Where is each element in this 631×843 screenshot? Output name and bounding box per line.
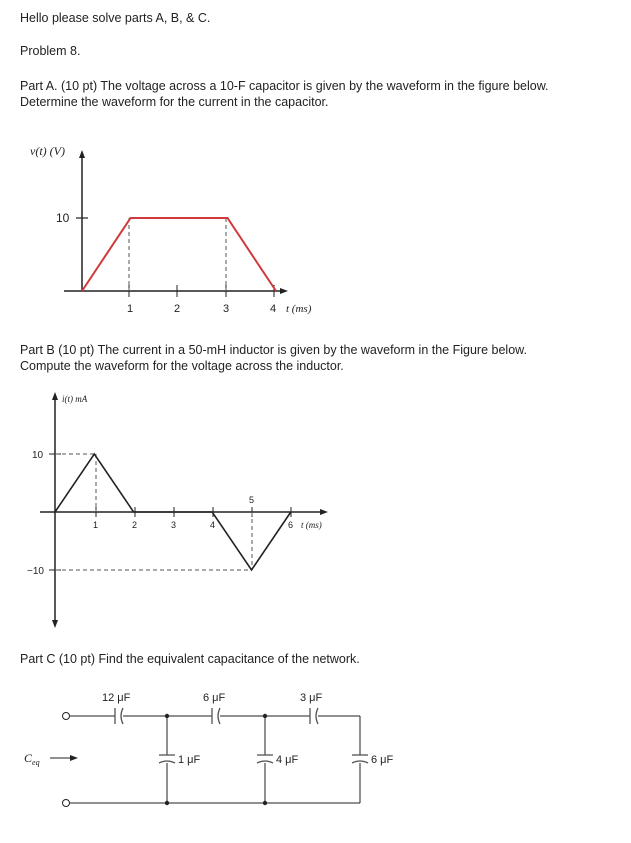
ceq-arrow-head [70, 755, 78, 761]
part-b-text: Part B (10 pt) The current in a 50-mH inductor is given by the waveform in the Figure below. Compute the waveform for the voltage across the inductor. [20, 343, 527, 373]
capacitor-6uF-series [212, 708, 220, 724]
chart-a-x-arrow [280, 288, 288, 294]
chart-b-xtick-label-2: 2 [132, 520, 138, 530]
chart-a-xlabel: t (ms) [286, 303, 312, 315]
chart-b-xtick-label-4: 4 [210, 520, 216, 530]
label-1uF: 1 μF [178, 754, 201, 766]
chart-b-xtick-label-6: 6 [288, 520, 294, 530]
terminal-bottom [63, 800, 70, 807]
capacitor-1uF [159, 755, 175, 763]
capacitor-3uF [310, 708, 318, 724]
terminal-top [63, 713, 70, 720]
label-4uF: 4 μF [276, 754, 299, 766]
chart-b-ylabel: i(t) mA [62, 394, 88, 404]
chart-b-xtick-label-3: 3 [171, 520, 177, 530]
chart-b-x-arrow [320, 509, 328, 515]
chart-b-ytick-label-pos: 10 [32, 450, 44, 461]
chart-a-ylabel: v(t) (V) [30, 144, 65, 158]
part-a-text: Part A. (10 pt) The voltage across a 10-F capacitor is given by the waveform in the figure below. Determine the waveform for the current in the capacitor. [20, 79, 549, 109]
label-12uF: 12 μF [102, 692, 131, 704]
chart-a-ytick-label: 10 [56, 211, 70, 225]
chart-b-ytick-label-neg: −10 [27, 566, 44, 577]
chart-a-xtick-label-3: 3 [223, 303, 230, 315]
chart-b-y-arrow-down [52, 620, 58, 628]
chart-b-y-arrow-up [52, 392, 58, 400]
chart-a-xtick-label-1: 1 [127, 303, 134, 315]
label-3uF: 3 μF [300, 692, 323, 704]
chart-b-xtick-label-1: 1 [93, 520, 99, 530]
capacitor-network [24, 692, 394, 807]
ceq-label: $C_{eq}$ [24, 751, 40, 767]
problem-title: Problem 8. [20, 44, 81, 58]
chart-a-xtick-label-4: 4 [270, 303, 277, 315]
chart-a-series [82, 218, 276, 291]
label-6uF-series: 6 μF [203, 692, 226, 704]
capacitor-12uF [115, 708, 123, 724]
label-6uF-shunt: 6 μF [371, 754, 394, 766]
chart-b-xtick-label-5: 5 [249, 495, 255, 505]
capacitor-6uF-shunt [352, 755, 368, 763]
greeting-text: Hello please solve parts A, B, & C. [20, 11, 211, 25]
part-c-text: Part C (10 pt) Find the equivalent capacitance of the network. [20, 652, 360, 666]
chart-a-y-arrow [79, 150, 85, 158]
capacitor-4uF [257, 755, 273, 763]
chart-a-xtick-label-2: 2 [174, 303, 181, 315]
chart-b-xlabel: t (ms) [301, 520, 322, 530]
